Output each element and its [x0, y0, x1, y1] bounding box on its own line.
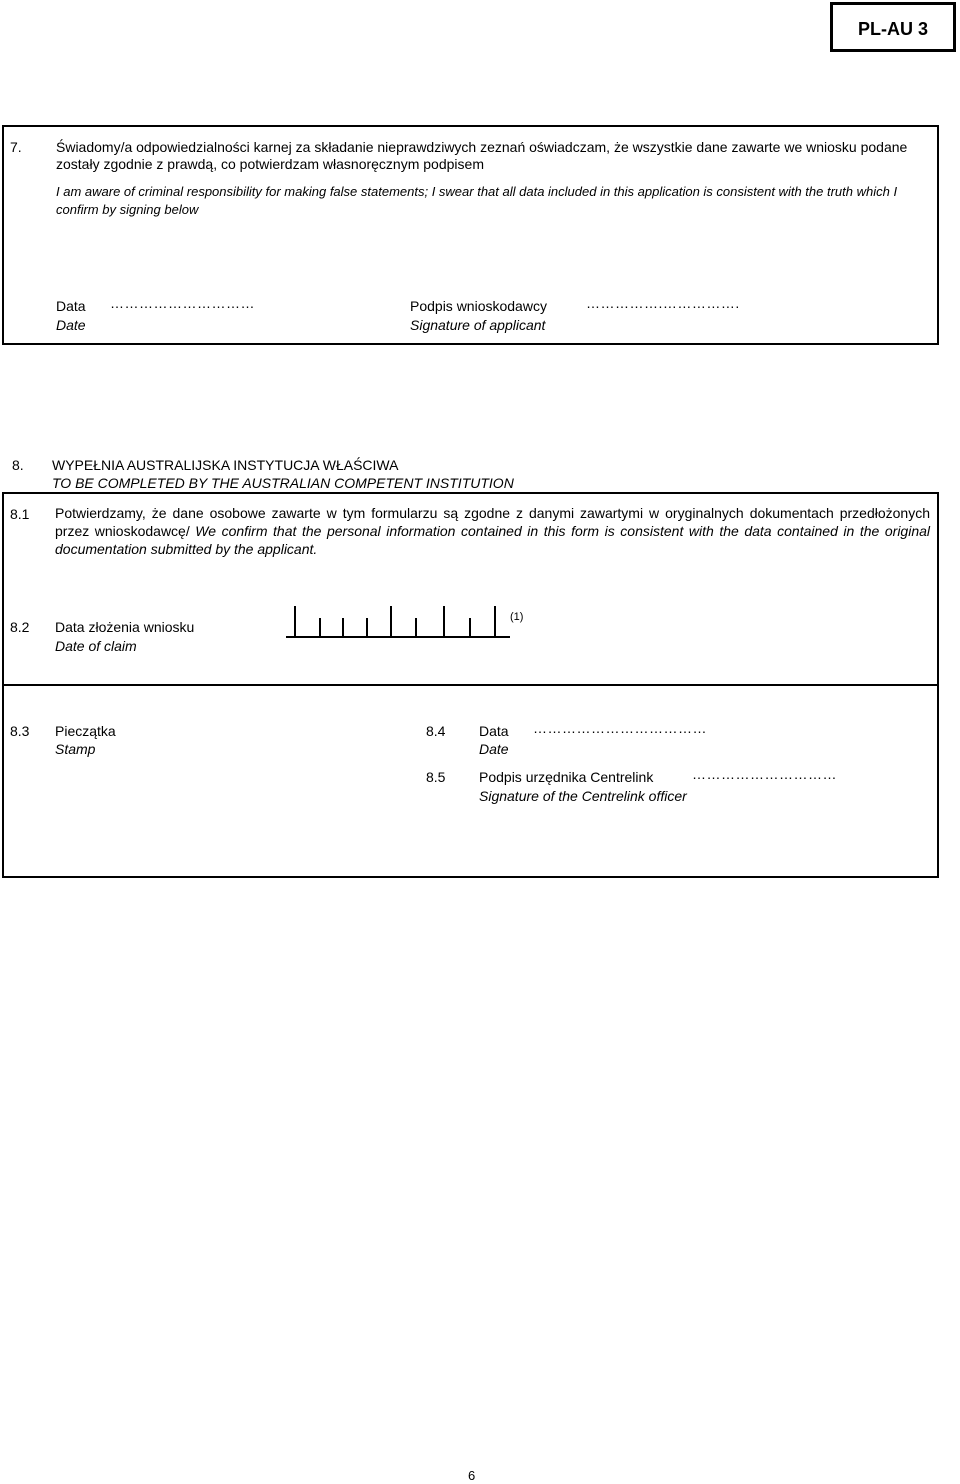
- claim-date-tick: [319, 618, 321, 638]
- claim-date-tick: [469, 618, 471, 638]
- section-8-divider: [2, 684, 939, 686]
- claim-date-boxes[interactable]: [286, 606, 510, 638]
- claim-date-tick: [443, 606, 445, 638]
- claim-date-tick: [415, 618, 417, 638]
- applicant-date-label-en: Date: [56, 317, 86, 333]
- officer-date-field[interactable]: ………………………………: [533, 720, 707, 736]
- section-7-text-pl: Świadomy/a odpowiedzialności karnej za składanie nieprawdziwych zeznań oświadczam, że wszystkie dane zawarte we wniosku podane zostały zgodnie z prawdą, co potwierdzam własnoręcznym podpisem: [56, 139, 908, 172]
- form-code-box: [830, 2, 956, 52]
- section-8-title-en: TO BE COMPLETED BY THE AUSTRALIAN COMPETENT INSTITUTION: [52, 475, 514, 491]
- item-8-1-text-en: We confirm that the personal information contained in this form is consistent with the data contained in the original documentation submitted by the applicant.: [55, 523, 931, 557]
- stamp-label-en: Stamp: [55, 741, 96, 757]
- stamp-label: Pieczątka: [55, 723, 116, 739]
- section-8-title: WYPEŁNIA AUSTRALIJSKA INSTYTUCJA WŁAŚCIWA: [52, 457, 399, 473]
- officer-date-label: Data: [479, 723, 509, 739]
- claim-date-tick: [390, 606, 392, 638]
- officer-signature-label: Podpis urzędnika Centrelink: [479, 769, 654, 785]
- claim-date-tick: [342, 618, 344, 638]
- section-8-number: 8.: [12, 457, 24, 473]
- page-number: 6: [468, 1468, 476, 1483]
- claim-date-tick: [494, 606, 496, 638]
- claim-date-label: Data złożenia wniosku: [55, 619, 195, 635]
- officer-date-label-en: Date: [479, 741, 509, 757]
- claim-date-tick: [366, 618, 368, 638]
- item-8-1-text-pl: Potwierdzamy, że dane osobowe zawarte w tym formularzu są zgodne z danymi zawartymi w oryginalnych dokumentach przedłożonych przez wnioskodawcę/: [55, 505, 930, 539]
- applicant-signature-label: Podpis wnioskodawcy: [410, 298, 547, 314]
- section-7-declaration-box: [2, 125, 939, 345]
- item-8-3-number: 8.3: [10, 723, 30, 739]
- officer-signature-label-en: Signature of the Centrelink officer: [479, 788, 687, 804]
- section-7-number: 7.: [10, 139, 22, 155]
- item-8-4-number: 8.4: [426, 723, 446, 739]
- item-8-2-number: 8.2: [10, 619, 30, 635]
- form-code: PL-AU 3: [857, 19, 928, 39]
- item-8-1-text: [55, 504, 930, 558]
- section-7-text-en: I am aware of criminal responsibility for making false statements; I swear that all data included in this application is consistent with the truth which I confirm by signing below: [56, 184, 898, 217]
- applicant-date-field[interactable]: …………………………: [110, 295, 255, 311]
- claim-date-tick: [294, 606, 296, 638]
- officer-signature-field[interactable]: …………………………: [692, 766, 837, 782]
- applicant-date-label: Data: [56, 298, 86, 314]
- item-8-1-number: 8.1: [10, 506, 30, 522]
- claim-date-label-en: Date of claim: [55, 638, 137, 654]
- item-8-5-number: 8.5: [426, 769, 446, 785]
- claim-date-footnote: (1): [510, 611, 524, 623]
- applicant-signature-field[interactable]: …………….…………….: [586, 295, 740, 311]
- applicant-signature-label-en: Signature of applicant: [410, 317, 546, 333]
